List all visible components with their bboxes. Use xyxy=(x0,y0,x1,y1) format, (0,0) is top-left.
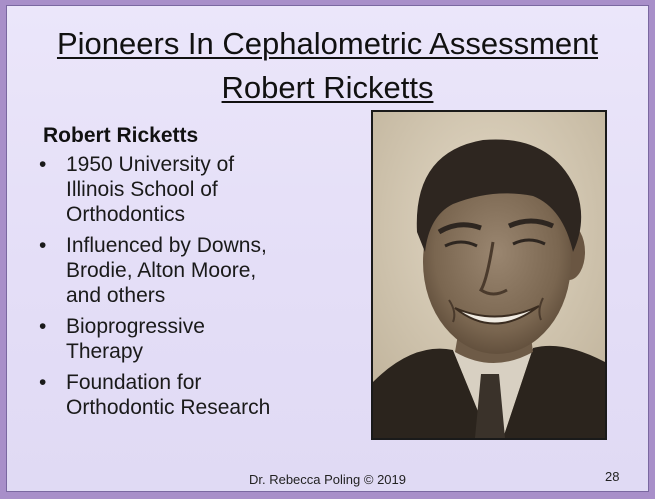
bullet-line: Influenced by Downs, xyxy=(66,234,267,257)
bullet-line: Therapy xyxy=(66,340,144,363)
bullet-line: Foundation for xyxy=(66,371,202,394)
bullet-icon: • xyxy=(39,371,47,394)
bullet-line: Bioprogressive xyxy=(66,315,205,338)
bullet-icon: • xyxy=(39,315,47,338)
bullet-list xyxy=(37,152,337,426)
bullet-line: Illinois School of xyxy=(66,178,218,201)
bullet-icon: • xyxy=(39,153,47,176)
bullet-icon: • xyxy=(39,234,47,257)
slide-subtitle: Robert Ricketts xyxy=(221,70,434,105)
bullet-line: Orthodontic Research xyxy=(66,396,271,419)
page-number: 28 xyxy=(605,469,620,484)
slide xyxy=(6,5,649,492)
bullet-line: Orthodontics xyxy=(66,203,186,226)
bullet-line: and others xyxy=(66,284,166,307)
bullet-item xyxy=(37,152,337,227)
section-heading: Robert Ricketts xyxy=(43,124,199,147)
bullet-line: 1950 University of xyxy=(66,153,235,176)
portrait-photo xyxy=(371,110,607,440)
bullet-item xyxy=(37,314,337,364)
slide-title: Pioneers In Cephalometric Assessment xyxy=(56,26,599,61)
portrait-illustration xyxy=(373,112,605,438)
bullet-item xyxy=(37,233,337,308)
bullet-line: Brodie, Alton Moore, xyxy=(66,259,257,282)
slide-footer: Dr. Rebecca Poling © 2019 xyxy=(248,472,406,487)
bullet-item xyxy=(37,370,337,420)
